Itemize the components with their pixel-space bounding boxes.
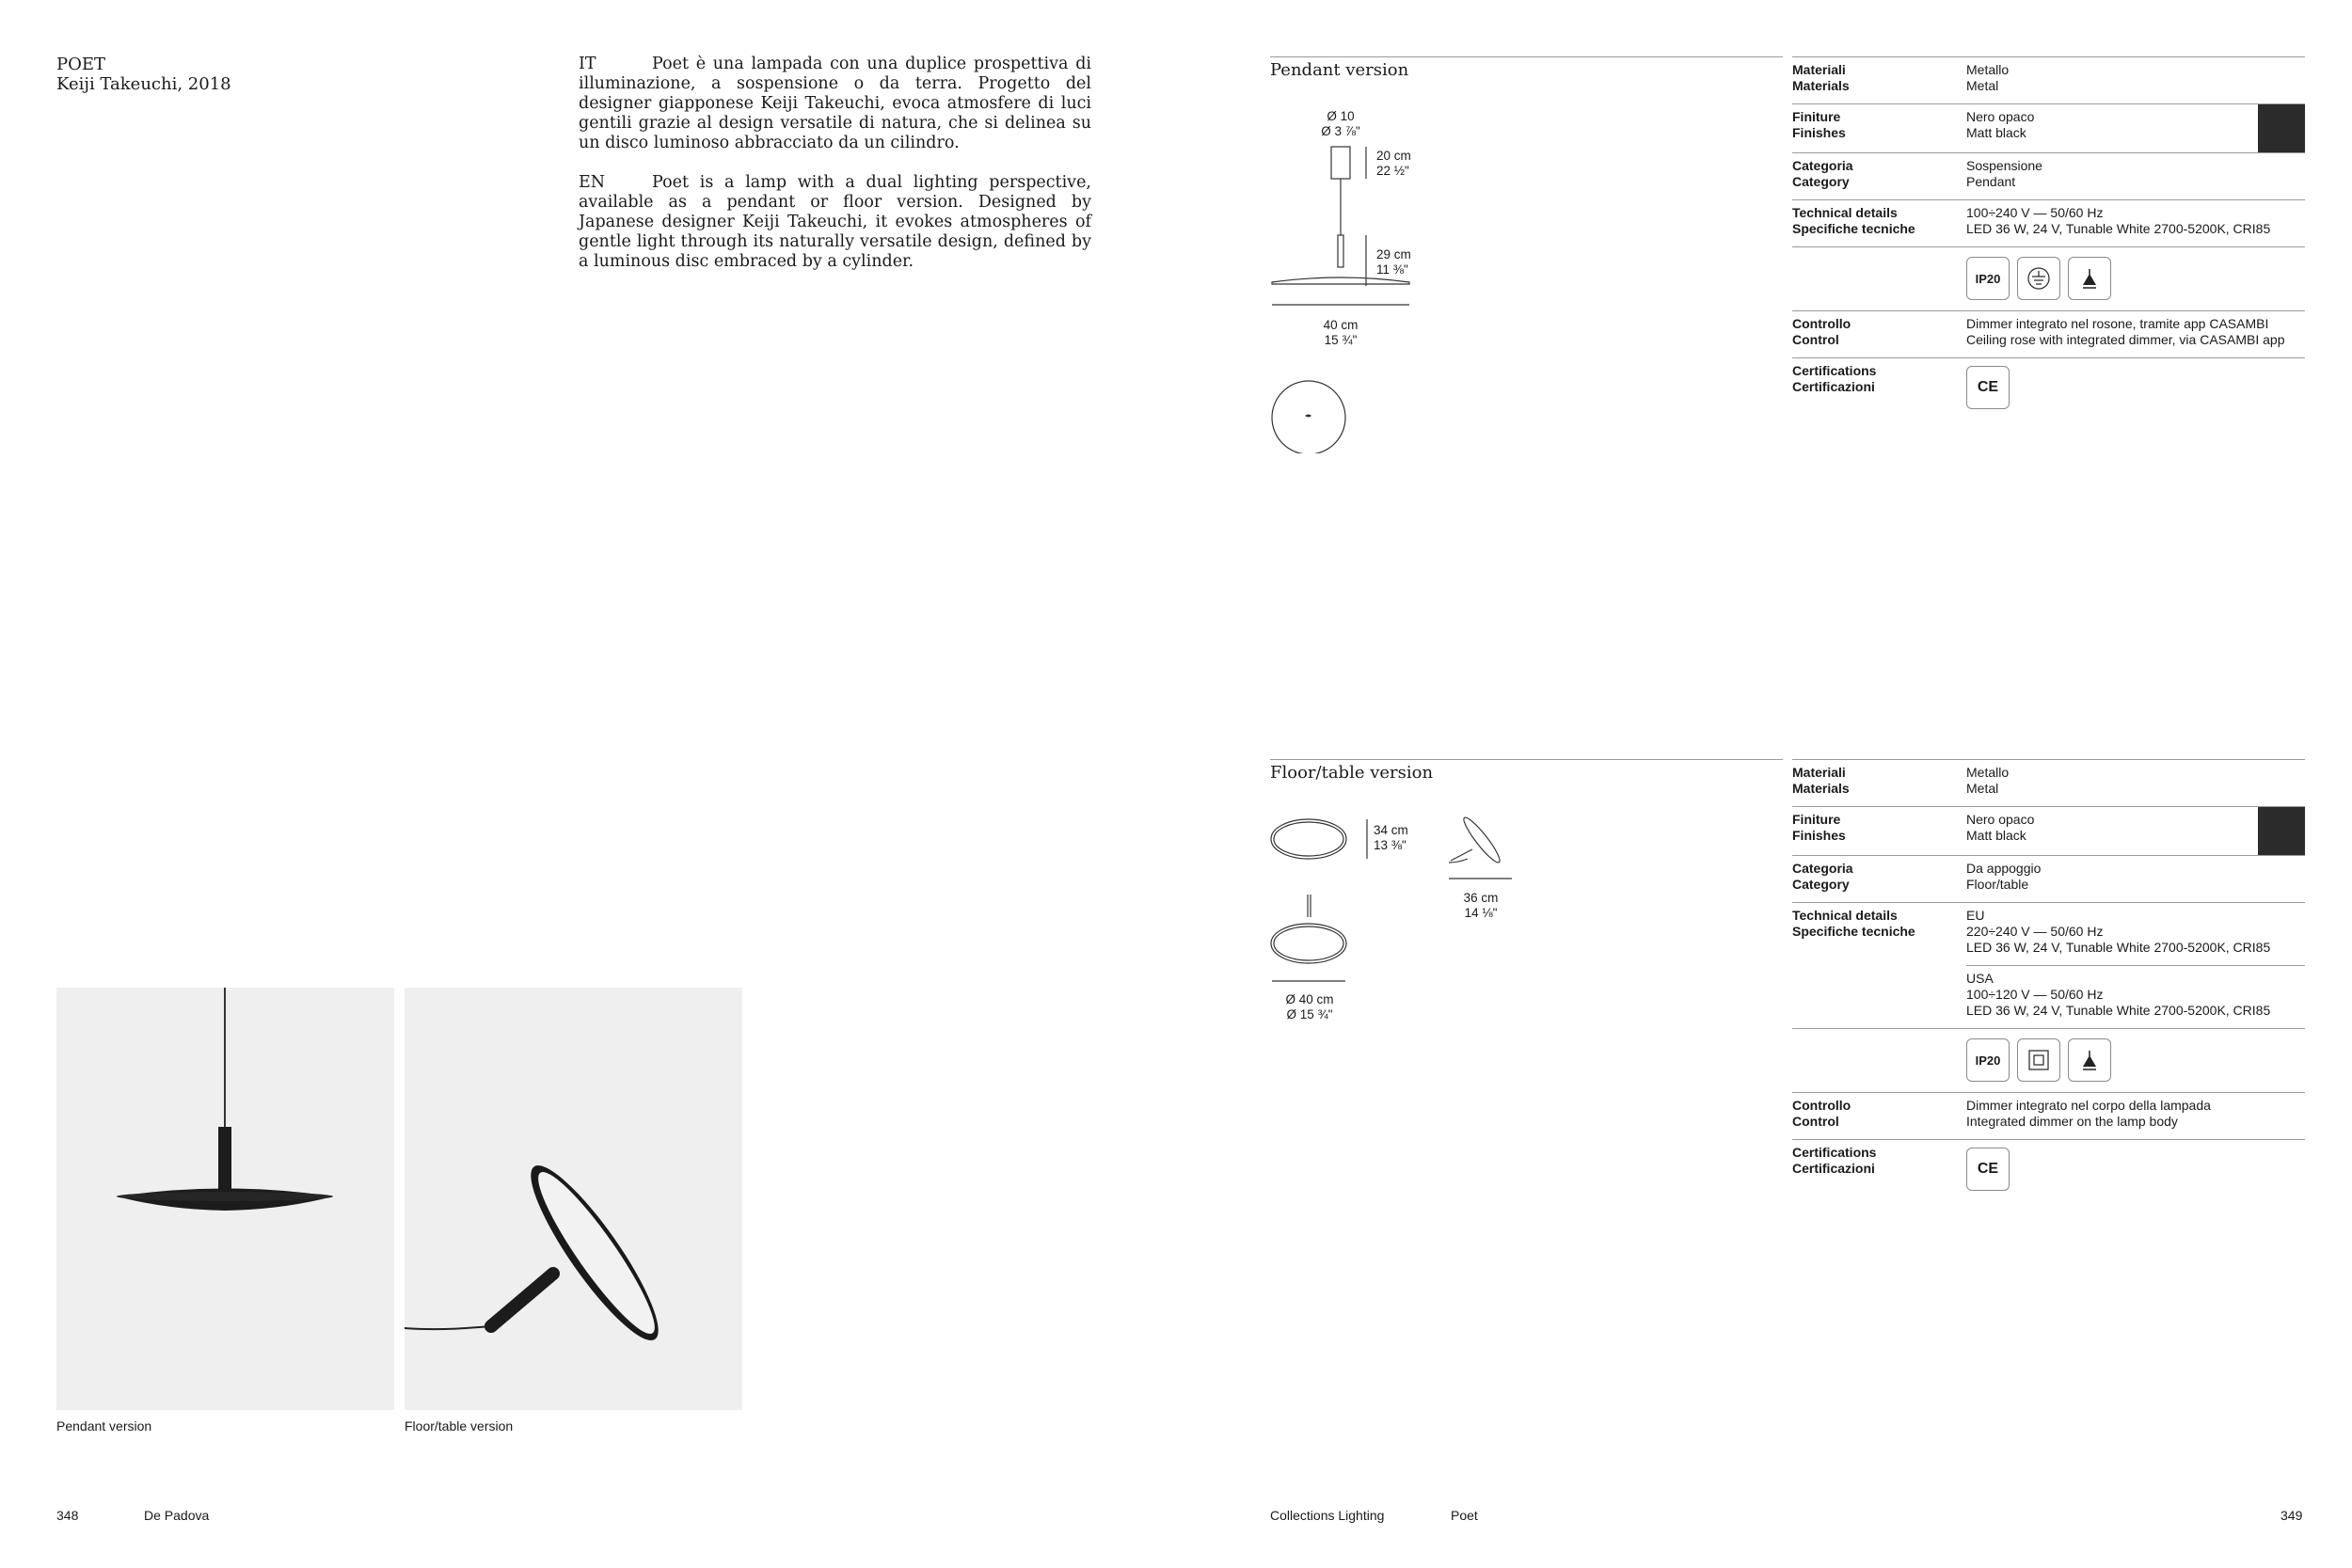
class-two-insulation-icon xyxy=(2017,1038,2060,1082)
pendant-rose-dim: Ø 10 Ø 3 ⅞" xyxy=(1321,109,1360,138)
floor-photo xyxy=(405,988,742,1410)
floor-height-dim: 34 cm 13 ⅜" xyxy=(1374,823,1408,852)
footer-section: Collections Lighting xyxy=(1270,1508,1385,1523)
footer-product: Poet xyxy=(1451,1508,1478,1523)
floor-divider xyxy=(1270,759,1783,760)
pendant-icons-row xyxy=(1792,246,2305,311)
pendant-finishes-row: Finiture Finishes Nero opaco Matt black xyxy=(1792,103,2305,153)
ce-mark-icon: CE xyxy=(1966,1148,2010,1191)
floor-materials-row: Materiali Materials Metallo Metal xyxy=(1792,759,2305,807)
intro-text xyxy=(579,55,1091,292)
product-title-block xyxy=(56,55,231,94)
floor-certifications-row: Certifications Certificazioni CE xyxy=(1792,1139,2305,1196)
floor-category-row: Categoria Category Da appoggio Floor/table xyxy=(1792,855,2305,903)
led-lamp-icon xyxy=(2068,257,2111,300)
ce-mark-icon: CE xyxy=(1966,366,2010,409)
ip20-badge: IP20 xyxy=(1966,1038,2010,1082)
pendant-divider xyxy=(1270,56,1783,57)
floor-technical-usa-row: USA 100÷120 V — 50/60 Hz LED 36 W, 24 V, Tunable White 2700-5200K, CRI85 xyxy=(1966,965,2305,1029)
lang-code-en: EN xyxy=(579,173,606,192)
page-number-right: 349 xyxy=(2280,1508,2303,1523)
pendant-body-dim: 29 cm 11 ⅜" xyxy=(1376,247,1411,277)
ip20-badge: IP20 xyxy=(1966,257,2010,300)
intro-it-text: Poet è una lampada con una duplice prospettiva di illuminazione, a sospensione o da terra. Progetto del designer giapponese Keiji Takeuchi, evoca atmosfere di luci gentili grazie al design versatile di natura, che si delinea su un disco luminoso abbracciato da un cilindro. xyxy=(579,55,1091,152)
pendant-technical-drawing xyxy=(1270,143,1458,453)
matt-black-swatch xyxy=(2258,104,2305,152)
floor-drawing xyxy=(1270,804,1524,1030)
pendant-materials-row: Materiali Materials Metallo Metal xyxy=(1792,56,2305,104)
floor-photo-caption: Floor/table version xyxy=(405,1418,514,1433)
floor-section-title: Floor/table version xyxy=(1270,763,1434,783)
pendant-drawing xyxy=(1270,103,1458,461)
floor-diameter-dim: Ø 40 cm Ø 15 ¾" xyxy=(1285,992,1334,1022)
pendant-category-row: Categoria Category Sospensione Pendant xyxy=(1792,152,2305,200)
pendant-photo xyxy=(56,988,394,1410)
floor-depth-dim: 36 cm 14 ⅛" xyxy=(1463,891,1499,920)
intro-it xyxy=(579,55,1091,153)
floor-control-row: Controllo Control Dimmer integrato nel corpo della lampada Integrated dimmer on the lamp body xyxy=(1792,1092,2305,1140)
intro-en-text: Poet is a lamp with a dual lighting perspective, available as a pendant or floor version. Designed by Japanese designer Keiji Takeuchi, it evokes atmospheres of gentle light through its naturally versatile design, defined by a luminous disc embraced by a cylinder. xyxy=(579,173,1091,271)
product-designer: Keiji Takeuchi, 2018 xyxy=(56,74,231,94)
pendant-drop-dim: 20 cm 22 ½" xyxy=(1376,149,1411,178)
floor-icons-row xyxy=(1792,1028,2305,1093)
pendant-photo-caption: Pendant version xyxy=(56,1418,152,1433)
floor-technical-eu-row: Technical details Specifiche tecniche EU 220÷240 V — 50/60 Hz LED 36 W, 24 V, Tunable White 2700-5200K, CRI85 xyxy=(1792,902,2305,966)
pendant-lamp-image xyxy=(56,988,394,1410)
pendant-technical-row: Technical details Specifiche tecniche 100÷240 V — 50/60 Hz LED 36 W, 24 V, Tunable White 2700-5200K, CRI85 xyxy=(1792,199,2305,247)
matt-black-swatch xyxy=(2258,807,2305,855)
floor-lamp-image xyxy=(405,988,742,1410)
page-number-left: 348 xyxy=(56,1508,79,1523)
led-lamp-icon xyxy=(2068,1038,2111,1082)
class-one-earth-icon xyxy=(2017,257,2060,300)
intro-en xyxy=(579,173,1091,272)
footer-brand: De Padova xyxy=(144,1508,210,1523)
lang-code-it: IT xyxy=(579,55,596,73)
pendant-section-title: Pendant version xyxy=(1270,60,1409,80)
product-title: POET xyxy=(56,55,106,74)
pendant-certifications-row: Certifications Certificazioni CE xyxy=(1792,357,2305,415)
pendant-width-dim: 40 cm 15 ¾" xyxy=(1323,318,1359,347)
floor-finishes-row: Finiture Finishes Nero opaco Matt black xyxy=(1792,806,2305,856)
pendant-control-row: Controllo Control Dimmer integrato nel rosone, tramite app CASAMBI Ceiling rose with integrated dimmer, via CASAMBI app xyxy=(1792,310,2305,358)
